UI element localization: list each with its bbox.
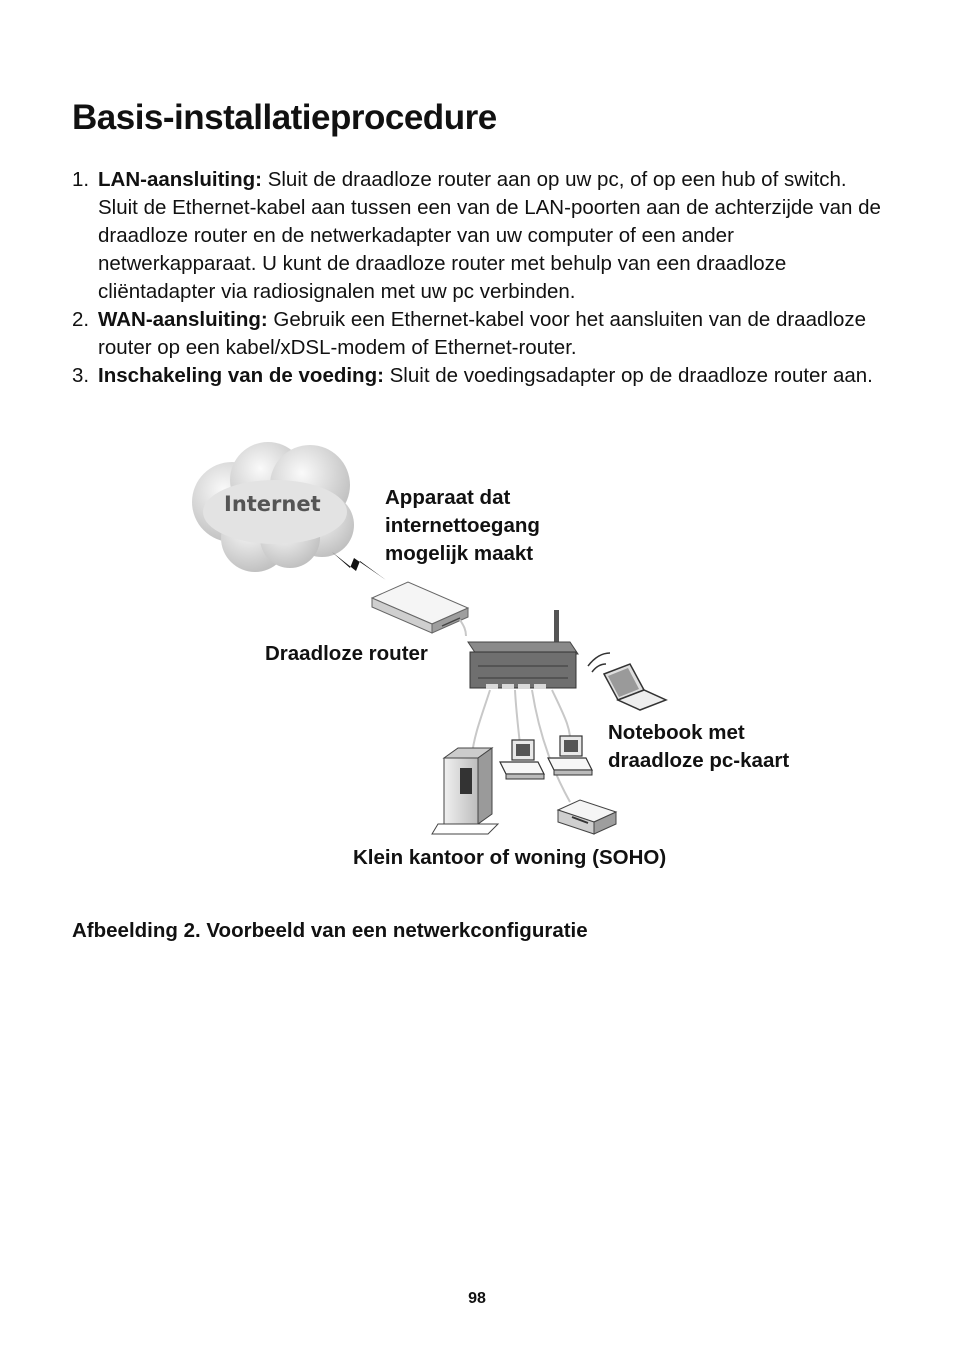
step-text: Gebruik een Ethernet-kabel voor het aansluiten van de draadloze router op een kabel/xDSL-modem of Ethernet-router.: [98, 308, 866, 359]
network-diagram: [160, 440, 860, 880]
wireless-router-icon: [468, 610, 578, 689]
page-number: 98: [468, 1290, 486, 1307]
installation-steps: [72, 166, 892, 390]
step-item: [72, 166, 892, 306]
modem-label-line: mogelijk maakt: [385, 542, 534, 565]
modem-label-line: internettoegang: [385, 514, 540, 537]
step-number: 2.: [72, 308, 90, 331]
printer-icon: [558, 800, 616, 834]
desktop-pc-icon: [548, 736, 592, 775]
lightning-icon: [332, 552, 386, 580]
step-number: 1.: [72, 168, 90, 191]
notebook-icon: [604, 664, 666, 710]
step-label: LAN-aansluiting:: [98, 168, 262, 191]
wifi-signal-icon: [588, 653, 610, 672]
figure-caption: Afbeelding 2. Voorbeeld van een netwerkconfiguratie: [72, 919, 588, 942]
step-text: Sluit de draadloze router aan op uw pc, of op een hub of switch. Sluit de Ethernet-kabel aan tussen een van de LAN-poorten aan de achterzijde van de draadloze router en de netwerkadapter van uw computer of een ander netwerkapparaat. U kunt de draadloze router met behulp van een draadloze cliëntadapter via radiosignalen met uw pc verbinden.: [98, 168, 881, 303]
page-title: Basis-installatieprocedure: [72, 98, 497, 137]
step-item: [72, 362, 892, 390]
step-label: WAN-aansluiting:: [98, 308, 268, 331]
notebook-label-line: Notebook met: [608, 721, 745, 744]
internet-cloud-icon: [192, 442, 354, 572]
router-label: Draadloze router: [265, 642, 428, 665]
notebook-label-line: draadloze pc-kaart: [608, 749, 790, 772]
step-label: Inschakeling van de voeding:: [98, 364, 384, 387]
cloud-label: Internet: [224, 492, 321, 516]
server-tower-icon: [432, 748, 498, 834]
modem-label: [385, 484, 540, 568]
step-number: 3.: [72, 364, 90, 387]
modem-icon: [372, 582, 468, 633]
step-text: Sluit de voedingsadapter op de draadloze router aan.: [383, 364, 873, 387]
modem-label-line: Apparaat dat: [385, 486, 511, 509]
soho-label: Klein kantoor of woning (SOHO): [353, 846, 667, 869]
step-item: [72, 306, 892, 362]
desktop-pc-icon: [500, 740, 544, 779]
notebook-label: [608, 719, 789, 775]
